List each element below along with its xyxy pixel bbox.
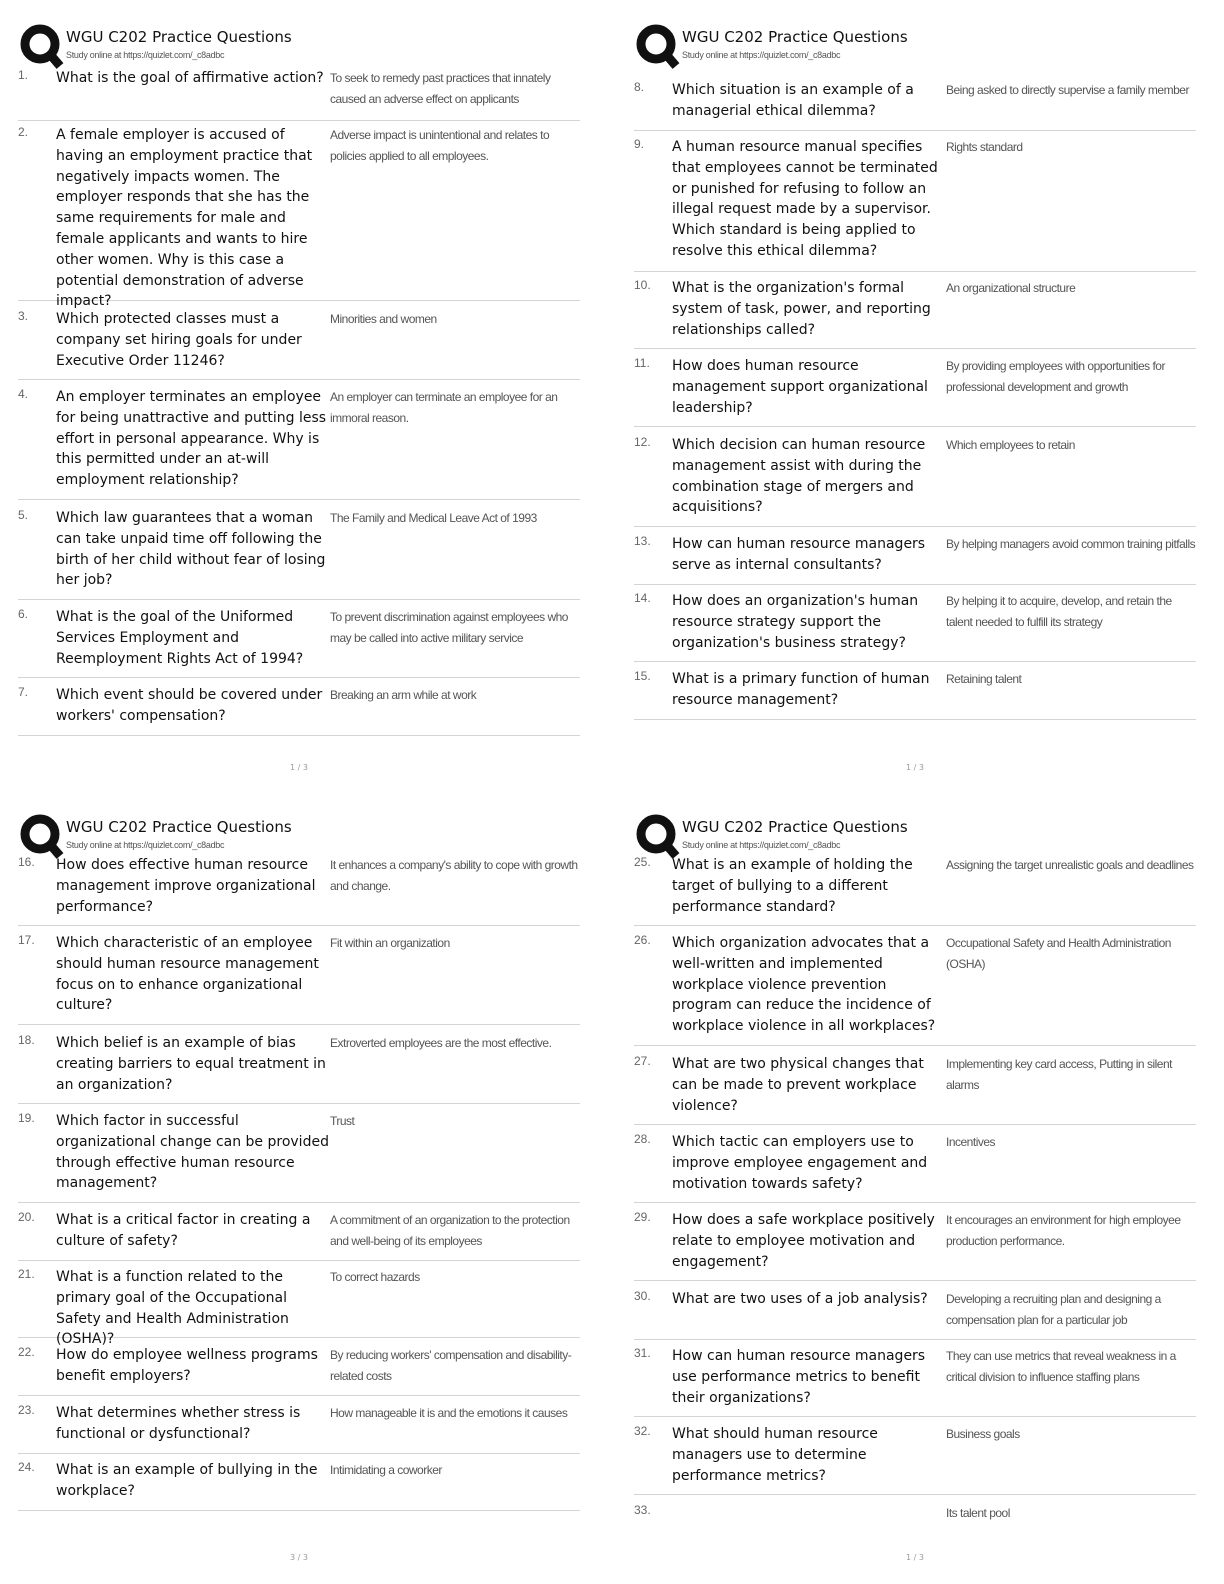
question-text: How does an organization's human resource strategy support the organization's business strategy? xyxy=(672,593,919,651)
question-number: 3. xyxy=(18,309,29,323)
answer-text: Intimidating a coworker xyxy=(330,1463,442,1477)
question-text: What are two uses of a job analysis? xyxy=(672,1291,928,1307)
question-text: What is the goal of affirmative action? xyxy=(56,70,324,86)
question-text: What is a primary function of human resource management? xyxy=(672,671,930,708)
qa-item xyxy=(18,1033,580,1104)
answer-text: Its talent pool xyxy=(946,1506,1010,1520)
answer-text: They can use metrics that reveal weakness in a critical division to influence staffing plans xyxy=(946,1349,1176,1384)
qa-item xyxy=(18,68,580,121)
question-number: 29. xyxy=(634,1210,651,1224)
question-number: 11. xyxy=(634,356,650,370)
qa-item xyxy=(18,685,580,736)
question-text: Which factor in successful organizational change can be provided through effective human resource management? xyxy=(56,1113,329,1192)
question-text: What is the organization's formal system of task, power, and reporting relationships called? xyxy=(672,280,931,338)
question-number: 13. xyxy=(634,534,651,548)
answer-text: Trust xyxy=(330,1114,355,1128)
question-text: What is a function related to the primary goal of the Occupational Safety and Health Administration (OSHA)? xyxy=(56,1269,289,1348)
quizlet-logo-icon xyxy=(634,22,682,70)
question-number: 1. xyxy=(18,68,29,82)
answer-text: To seek to remedy past practices that innately caused an adverse effect on applicants xyxy=(330,71,551,106)
qa-item xyxy=(18,1460,580,1511)
document-subtitle: Study online at https://quizlet.com/_c8adbc xyxy=(66,840,225,850)
document-page xyxy=(18,22,598,782)
question-number: 6. xyxy=(18,607,29,621)
question-number: 23. xyxy=(18,1403,35,1417)
qa-item xyxy=(18,855,580,926)
qa-item xyxy=(18,309,580,380)
answer-text: To correct hazards xyxy=(330,1270,420,1284)
qa-item xyxy=(634,137,1196,272)
qa-item xyxy=(18,508,580,600)
question-text: How does effective human resource management improve organizational performance? xyxy=(56,857,316,915)
question-text: Which characteristic of an employee should human resource management focus on to enhance organizational culture? xyxy=(56,935,319,1014)
quizlet-logo-icon xyxy=(634,812,682,860)
answer-text: By reducing workers' compensation and disability-related costs xyxy=(330,1348,572,1383)
qa-item xyxy=(634,1054,1196,1125)
qa-item xyxy=(634,1289,1196,1340)
answer-text: By helping managers avoid common training pitfalls xyxy=(946,537,1196,551)
question-text: Which organization advocates that a well-written and implemented workplace violence prevention program can reduce the incidence of workplace violence in all workplaces? xyxy=(672,935,936,1035)
document-subtitle: Study online at https://quizlet.com/_c8adbc xyxy=(682,50,841,60)
page-header xyxy=(634,812,1214,860)
qa-item xyxy=(634,1424,1196,1495)
question-number: 27. xyxy=(634,1054,651,1068)
question-text: What is an example of holding the target of bullying to a different performance standard? xyxy=(672,857,913,915)
document-title: WGU C202 Practice Questions xyxy=(682,818,908,836)
page-number: 3 / 3 xyxy=(290,1553,308,1562)
qa-item xyxy=(634,933,1196,1046)
answer-text: Business goals xyxy=(946,1427,1020,1441)
page-number: 1 / 3 xyxy=(906,1553,924,1562)
answer-text: A commitment of an organization to the protection and well-being of its employees xyxy=(330,1213,570,1248)
qa-item xyxy=(18,607,580,678)
question-text: What is a critical factor in creating a culture of safety? xyxy=(56,1212,311,1249)
question-number: 25. xyxy=(634,855,651,869)
document-title: WGU C202 Practice Questions xyxy=(682,28,908,46)
qa-item xyxy=(18,387,580,500)
question-number: 26. xyxy=(634,933,651,947)
question-text: A female employer is accused of having an employment practice that negatively impacts women. The employer responds that she has the same requirements for male and female applicants and wants to hire other women. Why is this case a potential demonstration of adverse impact? xyxy=(56,127,313,310)
answer-text: Developing a recruiting plan and designing a compensation plan for a particular job xyxy=(946,1292,1161,1327)
document-page xyxy=(634,812,1214,1572)
question-text: How do employee wellness programs benefit employers? xyxy=(56,1347,318,1384)
question-number: 18. xyxy=(18,1033,35,1047)
answer-text: To prevent discrimination against employees who may be called into active military service xyxy=(330,610,568,645)
question-text: How can human resource managers serve as internal consultants? xyxy=(672,536,926,573)
qa-item xyxy=(18,1210,580,1261)
question-number: 2. xyxy=(18,125,29,139)
question-number: 33. xyxy=(634,1503,651,1517)
answer-text: Retaining talent xyxy=(946,672,1022,686)
question-number: 7. xyxy=(18,685,29,699)
answer-text: Which employees to retain xyxy=(946,438,1075,452)
document-page xyxy=(634,22,1214,782)
qa-item xyxy=(634,1132,1196,1203)
question-text: Which belief is an example of bias creating barriers to equal treatment in an organization? xyxy=(56,1035,326,1093)
question-number: 12. xyxy=(634,435,651,449)
answer-text: The Family and Medical Leave Act of 1993 xyxy=(330,511,537,525)
answer-text: It encourages an environment for high employee production performance. xyxy=(946,1213,1181,1248)
answer-text: By providing employees with opportunities for professional development and growth xyxy=(946,359,1165,394)
qa-item xyxy=(18,1345,580,1396)
question-number: 15. xyxy=(634,669,651,683)
question-text: What determines whether stress is functional or dysfunctional? xyxy=(56,1405,301,1442)
document-title: WGU C202 Practice Questions xyxy=(66,28,292,46)
page-header xyxy=(18,812,598,860)
qa-item xyxy=(18,125,580,310)
question-number: 4. xyxy=(18,387,29,401)
question-number: 28. xyxy=(634,1132,651,1146)
answer-text: Occupational Safety and Health Administration (OSHA) xyxy=(946,936,1171,971)
question-number: 21. xyxy=(18,1267,35,1281)
question-text: Which event should be covered under workers' compensation? xyxy=(56,687,323,724)
quizlet-logo-icon xyxy=(18,22,66,70)
qa-item xyxy=(634,591,1196,662)
page-number: 1 / 3 xyxy=(290,763,308,772)
answer-text: An employer can terminate an employee for an immoral reason. xyxy=(330,390,558,425)
answer-text: It enhances a company's ability to cope with growth and change. xyxy=(330,858,578,893)
qa-item xyxy=(18,1111,580,1203)
answer-text: Implementing key card access, Putting in silent alarms xyxy=(946,1057,1172,1092)
qa-item xyxy=(634,356,1196,427)
qa-item xyxy=(634,1346,1196,1417)
question-text: Which law guarantees that a woman can take unpaid time off following the birth of her child without fear of losing her job? xyxy=(56,510,326,589)
page-header xyxy=(18,22,598,70)
answer-text: Incentives xyxy=(946,1135,996,1149)
question-number: 32. xyxy=(634,1424,651,1438)
question-number: 30. xyxy=(634,1289,651,1303)
answer-text: Fit within an organization xyxy=(330,936,450,950)
answer-text: By helping it to acquire, develop, and retain the talent needed to fulfill its strategy xyxy=(946,594,1172,629)
question-text: An employer terminates an employee for being unattractive and putting less effort in personal appearance. Why is this permitted under an at-will employment relationship? xyxy=(56,389,327,489)
question-text: Which situation is an example of a managerial ethical dilemma? xyxy=(672,82,914,119)
question-number: 14. xyxy=(634,591,651,605)
qa-item xyxy=(634,1503,1196,1527)
qa-item xyxy=(634,80,1196,131)
answer-text: Breaking an arm while at work xyxy=(330,688,477,702)
answer-text: Rights standard xyxy=(946,140,1023,154)
question-text: How can human resource managers use performance metrics to benefit their organizations? xyxy=(672,1348,926,1406)
question-number: 16. xyxy=(18,855,35,869)
answer-text: Extroverted employees are the most effective. xyxy=(330,1036,552,1050)
question-text: What is the goal of the Uniformed Services Employment and Reemployment Rights Act of 1994? xyxy=(56,609,304,667)
question-text: What should human resource managers use to determine performance metrics? xyxy=(672,1426,878,1484)
answer-text: Adverse impact is unintentional and relates to policies applied to all employees. xyxy=(330,128,550,163)
question-text: Which decision can human resource management assist with during the combination stage of mergers and acquisitions? xyxy=(672,437,926,516)
question-number: 22. xyxy=(18,1345,35,1359)
answer-text: An organizational structure xyxy=(946,281,1076,295)
quizlet-logo-icon xyxy=(18,812,66,860)
question-number: 8. xyxy=(634,80,645,94)
question-number: 31. xyxy=(634,1346,651,1360)
question-text: How does human resource management support organizational leadership? xyxy=(672,358,928,416)
answer-text: Assigning the target unrealistic goals and deadlines xyxy=(946,858,1194,872)
question-number: 10. xyxy=(634,278,651,292)
question-number: 20. xyxy=(18,1210,35,1224)
qa-item xyxy=(18,933,580,1025)
qa-item xyxy=(634,669,1196,720)
qa-item xyxy=(634,534,1196,585)
question-text: What is an example of bullying in the workplace? xyxy=(56,1462,318,1499)
document-title: WGU C202 Practice Questions xyxy=(66,818,292,836)
document-page xyxy=(18,812,598,1572)
question-text: A human resource manual specifies that employees cannot be terminated or punished for refusing to follow an illegal request made by a supervisor. Which standard is being applied to resolve this ethical dilemma? xyxy=(672,139,938,259)
qa-item xyxy=(634,1210,1196,1281)
question-number: 5. xyxy=(18,508,29,522)
page-number: 1 / 3 xyxy=(906,763,924,772)
question-number: 17. xyxy=(18,933,35,947)
question-text: Which protected classes must a company set hiring goals for under Executive Order 11246? xyxy=(56,311,302,369)
document-subtitle: Study online at https://quizlet.com/_c8adbc xyxy=(66,50,225,60)
question-number: 9. xyxy=(634,137,645,151)
qa-item xyxy=(18,1267,580,1348)
qa-item xyxy=(634,278,1196,349)
question-number: 19. xyxy=(18,1111,35,1125)
question-number: 24. xyxy=(18,1460,35,1474)
qa-item xyxy=(18,1403,580,1454)
qa-item xyxy=(634,435,1196,527)
qa-item xyxy=(634,855,1196,926)
question-text: What are two physical changes that can be made to prevent workplace violence? xyxy=(672,1056,924,1114)
question-text: Which tactic can employers use to improve employee engagement and motivation towards safety? xyxy=(672,1134,928,1192)
answer-text: Minorities and women xyxy=(330,312,437,326)
answer-text: Being asked to directly supervise a family member xyxy=(946,83,1189,97)
document-subtitle: Study online at https://quizlet.com/_c8adbc xyxy=(682,840,841,850)
question-text: How does a safe workplace positively relate to employee motivation and engagement? xyxy=(672,1212,935,1270)
page-header xyxy=(634,22,1214,70)
answer-text: How manageable it is and the emotions it causes xyxy=(330,1406,568,1420)
